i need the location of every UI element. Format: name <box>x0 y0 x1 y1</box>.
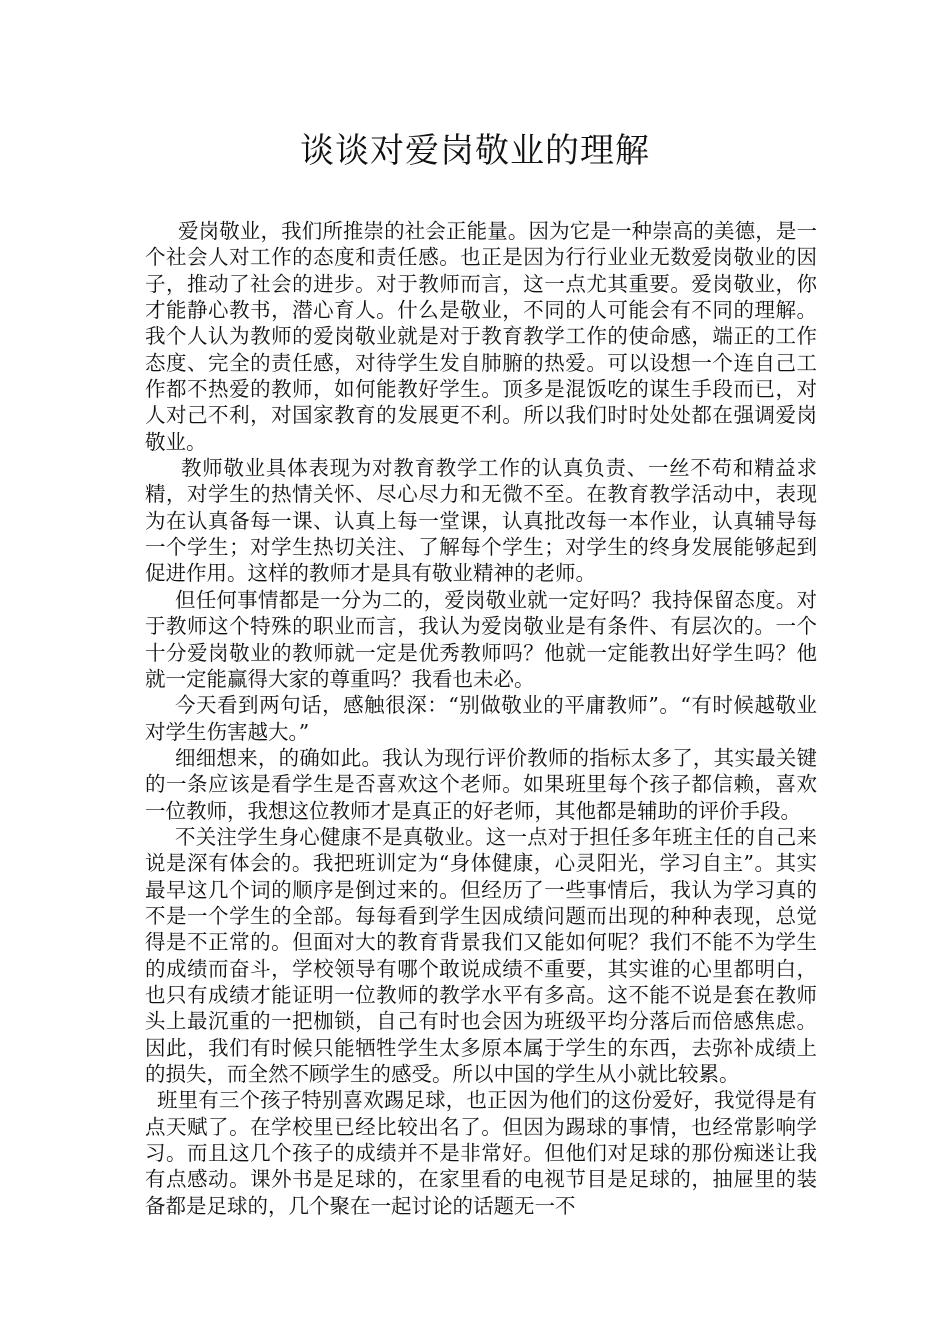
paragraph-2: 教师敬业具体表现为对教育教学工作的认真负责、一丝不苟和精益求精，对学生的热情关怀、尽心尽力和无微不至。在教育教学活动中，表现为在认真备每一课、认真上每一堂课，认真批改每一本作业，认真辅导每一个学生；对学生热切关注、了解每个学生；对学生的终身发展能够起到促进作用。这样的教师才是具有敬业精神的老师。 <box>145 456 817 586</box>
paragraph-6: 不关注学生身心健康不是真敬业。这一点对于担任多年班主任的自己来说是深有体会的。我把班训定为“身体健康，心灵阳光，学习自主”。其实最早这几个词的顺序是倒过来的。但经历了一些事情后，我认为学习真的不是一个学生的全部。每每看到学生因成绩问题而出现的种种表现，总觉得是不正常的。但面对大的教育背景我们又能如何呢？我们不能不为学生的成绩而奋斗，学校领导有哪个敢说成绩不重要，其实谁的心里都明白，也只有成绩才能证明一位教师的教学水平有多高。这不能不说是套在教师头上最沉重的一把枷锁，自己有时也会因为班级平均分落后而倍感焦虑。因此，我们有时候只能牺牲学生太多原本属于学生的东西，去弥补成绩上的损失，而全然不顾学生的感受。所以中国的学生从小就比较累。 <box>145 824 817 1086</box>
paragraph-4: 今天看到两句话，感触很深：“别做敬业的平庸教师”。“有时候越敬业对学生伤害越大。” <box>145 693 817 744</box>
paragraph-1: 爱岗敬业，我们所推崇的社会正能量。因为它是一种崇高的美德，是一个社会人对工作的态度和责任感。也正是因为行行业业无数爱岗敬业的因子，推动了社会的进步。对于教师而言，这一点尤其重要。爱岗敬业，你才能静心教书，潜心育人。什么是敬业，不同的人可能会有不同的理解。我个人认为教师的爱岗敬业就是对于教育教学工作的使命感，端正的工作态度、完全的责任感，对待学生发自肺腑的热爱。可以设想一个连自己工作都不热爱的教师，如何能教好学生。顶多是混饭吃的谋生手段而已，对人对己不利，对国家教育的发展更不利。所以我们时时处处都在强调爱岗敬业。 <box>145 219 817 454</box>
document-body <box>145 218 817 1219</box>
paragraph-7: 班里有三个孩子特别喜欢踢足球，也正因为他们的这份爱好，我觉得是有点天赋了。在学校里已经比较出名了。但因为踢球的事情，也经常影响学习。而且这几个孩子的成绩并不是非常好。但他们对足球的那份痴迷让我有点感动。课外书是足球的，在家里看的电视节目是足球的，抽屉里的装备都是足球的，几个聚在一起讨论的话题无一不 <box>145 1088 817 1218</box>
paragraph-5: 细细想来，的确如此。我认为现行评价教师的指标太多了，其实最关键的一条应该是看学生是否喜欢这个老师。如果班里每个孩子都信赖，喜欢一位教师，我想这位教师才是真正的好老师，其他都是辅助的评价手段。 <box>145 745 817 823</box>
paragraph-3: 但任何事情都是一分为二的，爱岗敬业就一定好吗？我持保留态度。对于教师这个特殊的职业而言，我认为爱岗敬业是有条件、有层次的。一个十分爱岗敬业的教师就一定是优秀教师吗？他就一定能教出好学生吗？他就一定能赢得大家的尊重吗？我看也未必。 <box>145 587 817 691</box>
document-title: 谈谈对爱岗敬业的理解 <box>300 131 650 171</box>
